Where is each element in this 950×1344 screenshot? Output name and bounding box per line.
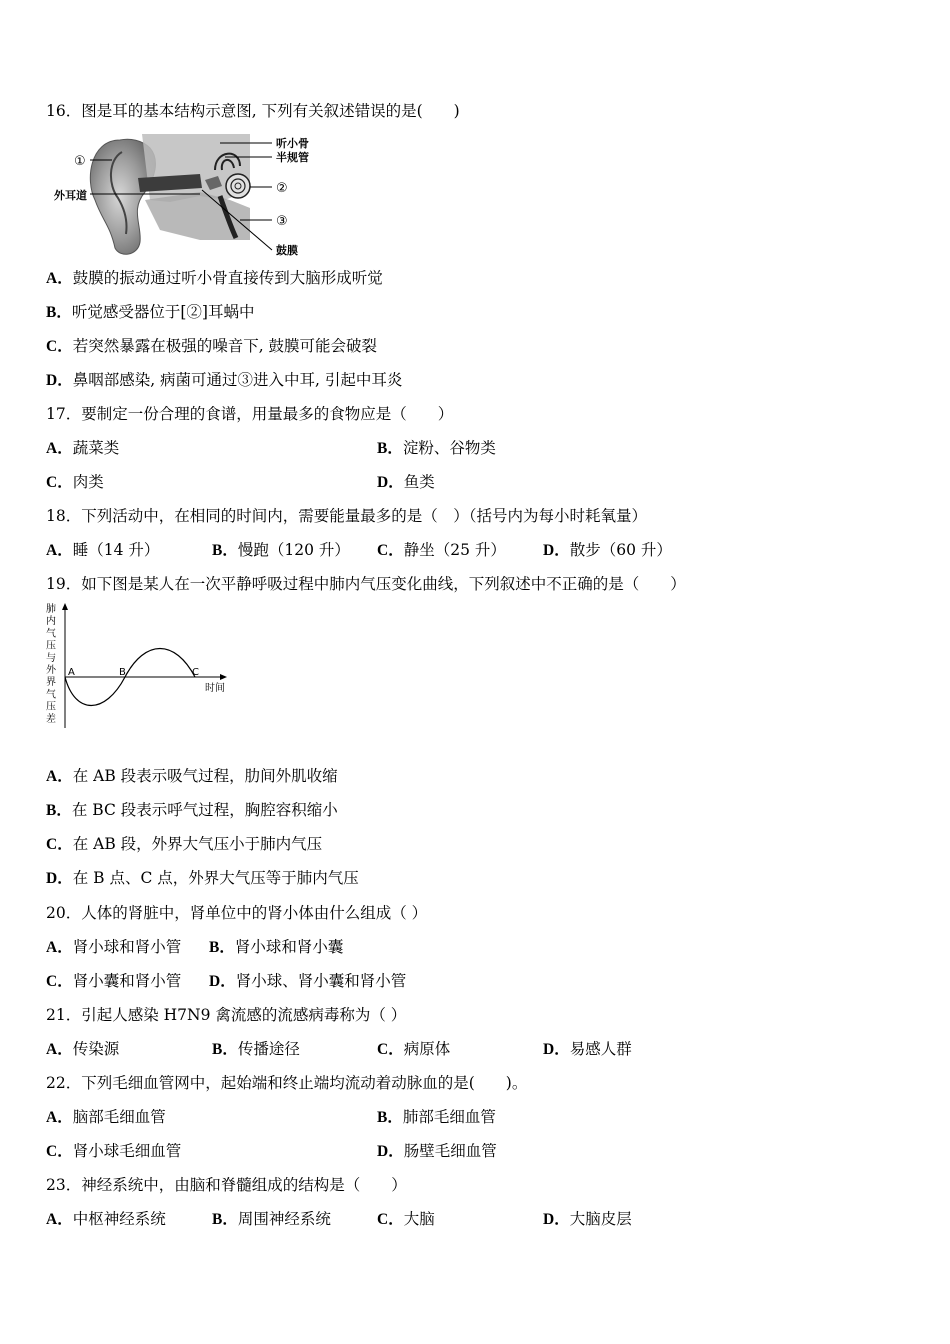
option-text: 鼓膜的振动通过听小骨直接传到大脑形成听觉 (72, 269, 383, 287)
q19-option-a[interactable] (46, 766, 338, 787)
option-text: 大脑皮层 (569, 1210, 632, 1228)
label-ossicles: 听小骨 (276, 137, 309, 150)
q18-option-c[interactable] (377, 540, 506, 561)
option-text: 在 AB 段，外界大气压小于肺内气压 (72, 835, 323, 853)
q18-option-b[interactable] (212, 540, 350, 561)
q20-option-a[interactable] (46, 937, 181, 958)
y-axis-label-char: 气 (46, 689, 56, 701)
option-text: 听觉感受器位于[②]耳蜗中 (71, 303, 255, 321)
q19-option-b[interactable] (46, 800, 338, 821)
label-canals: 半规管 (276, 151, 309, 164)
y-axis-label-char: 外 (46, 665, 56, 676)
q20-option-c[interactable] (46, 971, 181, 992)
option-key: C． (377, 1041, 404, 1058)
option-text: 若突然暴露在极强的噪音下, 鼓膜可能会破裂 (72, 337, 378, 355)
option-text: 脑部毛细血管 (72, 1108, 166, 1126)
y-axis-label-char: 内 (46, 616, 56, 628)
option-key: C． (46, 1143, 73, 1160)
label-1: ① (74, 154, 86, 169)
option-text: 周围神经系统 (237, 1210, 331, 1228)
option-key: C． (377, 542, 404, 559)
q17-option-c[interactable] (46, 472, 104, 493)
q17-stem: 17．要制定一份合理的食谱，用量最多的食物应是（ ） (46, 405, 454, 423)
label-ear-canal: 外耳道 (54, 189, 87, 202)
option-key: D． (46, 870, 73, 887)
label-3: ③ (276, 214, 288, 229)
option-key: D． (543, 1211, 570, 1228)
option-text: 鼻咽部感染, 病菌可通过③进入中耳, 引起中耳炎 (72, 371, 403, 389)
option-key: A． (46, 1211, 73, 1228)
q16-option-a[interactable] (46, 268, 383, 289)
option-key: A． (46, 542, 73, 559)
option-key: B． (46, 802, 72, 819)
option-text: 肾小球和肾小管 (72, 938, 182, 956)
q21-option-a[interactable] (46, 1039, 119, 1060)
x-axis-label: 时间 (205, 683, 225, 694)
option-text: 慢跑（120 升） (237, 541, 350, 559)
option-text: 病原体 (403, 1040, 451, 1058)
q16-option-c[interactable] (46, 336, 377, 357)
q17-option-b[interactable] (377, 438, 496, 459)
y-axis-label-char: 气 (46, 628, 56, 640)
q20-stem: 20．人体的肾脏中，肾单位中的肾小体由什么组成（ ） (46, 904, 428, 922)
q22-option-a[interactable] (46, 1107, 166, 1128)
q16-option-b[interactable] (46, 302, 254, 323)
option-key: C． (46, 973, 73, 990)
q19-stem: 19．如下图是某人在一次平静呼吸过程中肺内气压变化曲线，下列叙述中不正确的是（ ） (46, 575, 686, 593)
q18-stem: 18．下列活动中，在相同的时间内，需要能量最多的是（ ）（括号内为每小时耗氧量） (46, 507, 647, 525)
option-key: B． (209, 939, 235, 956)
option-text: 中枢神经系统 (72, 1210, 166, 1228)
option-text: 肾小囊和肾小管 (72, 972, 182, 990)
pressure-curve-figure (42, 600, 242, 735)
q17-option-a[interactable] (46, 438, 119, 459)
option-text: 静坐（25 升） (403, 541, 506, 559)
q18-option-a[interactable] (46, 540, 159, 561)
option-key: A． (46, 1109, 73, 1126)
option-key: A． (46, 270, 73, 287)
option-text: 在 B 点、C 点，外界大气压等于肺内气压 (72, 869, 359, 887)
option-key: A． (46, 440, 73, 457)
q21-option-d[interactable] (543, 1039, 632, 1060)
option-key: B． (377, 1109, 403, 1126)
q21-option-b[interactable] (212, 1039, 300, 1060)
option-key: D． (377, 474, 404, 491)
cochlea-shape (226, 174, 250, 198)
option-key: D． (377, 1143, 404, 1160)
q22-stem: 22．下列毛细血管网中，起始端和终止端均流动着动脉血的是( )。 (46, 1074, 528, 1092)
y-axis-label-char: 压 (46, 640, 56, 652)
q23-option-d[interactable] (543, 1209, 632, 1230)
option-key: B． (377, 440, 403, 457)
y-axis-label-char: 压 (46, 701, 56, 713)
y-axis-label-char: 界 (46, 677, 56, 689)
point-a-label: A (68, 667, 75, 678)
option-key: B． (212, 542, 238, 559)
option-text: 肾小球毛细血管 (72, 1142, 182, 1160)
option-key: A． (46, 939, 73, 956)
option-key: C． (46, 836, 73, 853)
option-key: A． (46, 1041, 73, 1058)
option-key: B． (212, 1211, 238, 1228)
option-text: 大脑 (403, 1210, 435, 1228)
option-key: C． (46, 474, 73, 491)
option-key: D． (543, 1041, 570, 1058)
option-key: C． (46, 338, 73, 355)
option-text: 肠壁毛细血管 (403, 1142, 497, 1160)
q16-option-d[interactable] (46, 370, 402, 391)
option-key: D． (209, 973, 236, 990)
option-text: 在 AB 段表示吸气过程，肋间外肌收缩 (72, 767, 338, 785)
x-axis-arrow (220, 674, 227, 680)
option-text: 睡（14 升） (72, 541, 160, 559)
q23-option-c[interactable] (377, 1209, 435, 1230)
q20-option-b[interactable] (209, 937, 343, 958)
q16-stem: 16．图是耳的基本结构示意图, 下列有关叙述错误的是( ) (46, 102, 460, 120)
ear-structure-diagram (50, 130, 310, 260)
option-text: 肺部毛细血管 (402, 1108, 496, 1126)
q22-option-c[interactable] (46, 1141, 181, 1162)
q22-option-d[interactable] (377, 1141, 497, 1162)
y-axis-label-char: 与 (46, 652, 56, 664)
q17-option-d[interactable] (377, 472, 435, 493)
y-axis-label-char: 肺 (46, 604, 56, 615)
label-eardrum: 鼓膜 (276, 244, 298, 257)
option-text: 鱼类 (403, 473, 435, 491)
option-text: 传播途径 (237, 1040, 300, 1058)
q22-option-b[interactable] (377, 1107, 496, 1128)
option-text: 肾小球、肾小囊和肾小管 (235, 972, 407, 990)
y-axis-label-char: 差 (46, 713, 56, 725)
q23-option-b[interactable] (212, 1209, 331, 1230)
option-key: A． (46, 768, 73, 785)
q23-option-a[interactable] (46, 1209, 166, 1230)
point-c-label: C (192, 667, 199, 678)
option-key: B． (46, 304, 72, 321)
option-text: 肾小球和肾小囊 (234, 938, 344, 956)
option-text: 蔬菜类 (72, 439, 120, 457)
y-axis-label (46, 602, 57, 725)
option-text: 淀粉、谷物类 (402, 439, 496, 457)
point-b-label: B (119, 667, 126, 678)
option-key: D． (46, 372, 73, 389)
q21-option-c[interactable] (377, 1039, 450, 1060)
option-key: C． (377, 1211, 404, 1228)
option-text: 传染源 (72, 1040, 120, 1058)
option-text: 在 BC 段表示呼气过程，胸腔容积缩小 (71, 801, 338, 819)
y-axis-arrow (62, 603, 68, 610)
option-text: 易感人群 (569, 1040, 632, 1058)
q23-stem: 23．神经系统中，由脑和脊髓组成的结构是（ ） (46, 1176, 407, 1194)
q19-option-d[interactable] (46, 868, 359, 889)
option-key: B． (212, 1041, 238, 1058)
option-key: D． (543, 542, 570, 559)
q21-stem: 21．引起人感染 H7N9 禽流感的流感病毒称为（ ） (46, 1006, 407, 1024)
q18-option-d[interactable] (543, 540, 672, 561)
label-2: ② (276, 181, 288, 196)
option-text: 散步（60 升） (569, 541, 672, 559)
q19-option-c[interactable] (46, 834, 322, 855)
option-text: 肉类 (72, 473, 104, 491)
q20-option-d[interactable] (209, 971, 406, 992)
